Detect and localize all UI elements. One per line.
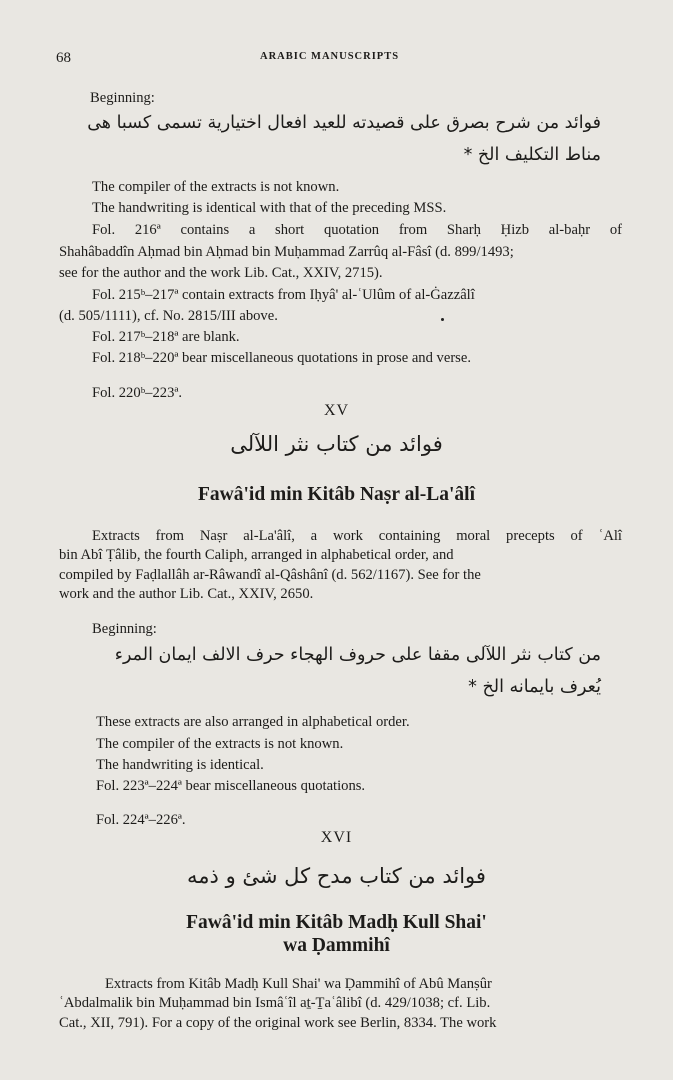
beginning-label: Beginning: xyxy=(92,621,157,637)
text-line: The handwriting is identical. xyxy=(96,757,264,773)
text-line: Fol. 215ᵇ–217ª contain extracts from Iḥyâ' al-ʿUlûm of al-Ġazzâlî xyxy=(92,287,475,303)
arabic-incipit-line: يُعرف بايمانه الخ * xyxy=(468,677,601,697)
section-numeral: XV xyxy=(323,402,350,419)
text-line: These extracts are also arranged in alphabetical order. xyxy=(96,714,410,730)
paragraph-line: Extracts from Kitâb Madḥ Kull Shai' wa Ḍammihî of Abû Manṣûr xyxy=(105,976,492,992)
description-paragraph xyxy=(59,527,622,604)
text-line: Fol. 216ª contains a short quotation from Sharḥ Ḥizb al-baḥr of xyxy=(92,222,622,238)
arabic-incipit-line: مناط التكليف الخ * xyxy=(463,145,601,165)
section-title: wa Ḍammihî xyxy=(283,935,390,956)
arabic-section-title: فوائد من كتاب مدح كل شئ و ذمه xyxy=(187,864,486,888)
text-line: see for the author and the work Lib. Cat., XXIV, 2715). xyxy=(59,265,383,281)
text-line: (d. 505/1111), cf. No. 2815/III above. xyxy=(59,308,278,324)
paragraph-line: Cat., XII, 791). For a copy of the original work see Berlin, 8334. The work xyxy=(59,1014,497,1031)
description-paragraph xyxy=(59,975,627,1033)
paragraph-line: work and the author Lib. Cat., XXIV, 2650. xyxy=(59,585,314,602)
beginning-label: Beginning: xyxy=(90,90,155,106)
section-title: Fawâ'id min Kitâb Madḥ Kull Shai' xyxy=(186,912,487,933)
page-number: 68 xyxy=(56,50,71,66)
arabic-incipit-line: فوائد من شرح بصرق على قصيدته للعيد افعال اختيارية تسمى كسبا هى xyxy=(87,113,601,133)
text-line: The handwriting is identical with that of the preceding MSS. xyxy=(92,200,447,216)
text-line: Shahâbaddîn Aḥmad bin Aḥmad bin Muḥammad Zarrûq al-Fâsî (d. 899/1493; xyxy=(59,244,514,260)
paragraph-line: ʿAbdalmalik bin Muḥammad bin Ismâʿîl aṯ-Ṯaʿâlibî (d. 429/1038; cf. Lib. xyxy=(59,995,491,1012)
paragraph-line: Extracts from Naṣr al-La'âlî, a work containing moral precepts of ʿAlî xyxy=(92,528,622,544)
print-speck xyxy=(441,318,444,321)
running-head: ARABIC MANUSCRIPTS xyxy=(260,51,400,62)
paragraph-line: compiled by Faḍlallâh ar-Râwandî al-Qâshânî (d. 562/1167). See for the xyxy=(59,566,481,583)
text-line: The compiler of the extracts is not known. xyxy=(96,736,344,752)
text-line: Fol. 217ᵇ–218ª are blank. xyxy=(92,329,240,345)
section-numeral: XVI xyxy=(320,829,353,846)
folio-range: Fol. 224ª–226ª. xyxy=(96,812,186,828)
text-line: The compiler of the extracts is not known. xyxy=(92,179,340,195)
text-line: Fol. 223ª–224ª bear miscellaneous quotations. xyxy=(96,778,366,794)
folio-range: Fol. 220ᵇ–223ª. xyxy=(92,385,183,401)
section-title: Fawâ'id min Kitâb Naṣr al-La'âlî xyxy=(198,484,475,505)
arabic-incipit-line: من كتاب نثر اللآلى مقفا على حروف الهجاء حرف الالف ايمان المرء xyxy=(114,645,601,665)
text-line: Fol. 218ᵇ–220ª bear miscellaneous quotations in prose and verse. xyxy=(92,350,471,366)
paragraph-line: bin Abî Ṭâlib, the fourth Caliph, arranged in alphabetical order, and xyxy=(59,547,454,564)
arabic-section-title: فوائد من كتاب نثر اللآلى xyxy=(230,432,443,456)
